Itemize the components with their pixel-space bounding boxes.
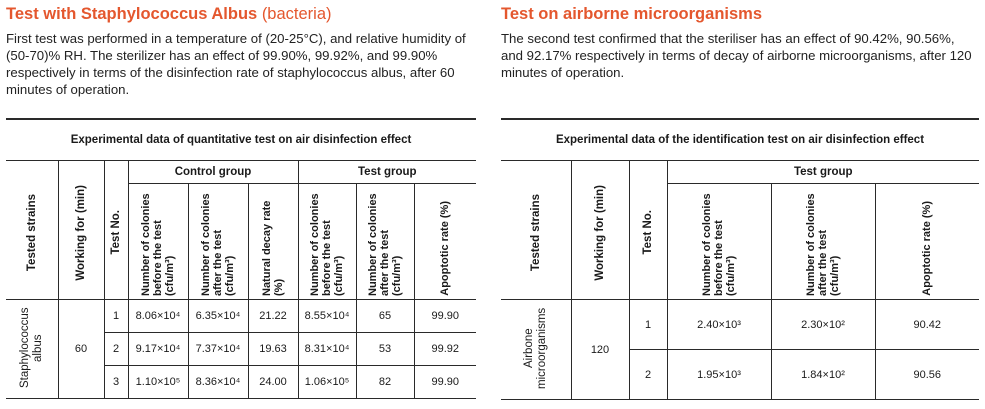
table-row <box>6 300 476 333</box>
natural-decay-cell: 19.63 <box>248 333 298 366</box>
header-apoptotic: Apoptotic rate (%) <box>414 184 476 300</box>
test-no-cell: 1 <box>104 300 128 333</box>
strain-cell: Airbone microorganisms <box>501 300 571 400</box>
right-paragraph: The second test confirmed that the steriliser has an effect of 90.42%, 90.56%, and 92.17% respectively in terms of decay of airborne microorganisms, after 120 minutes of operation. <box>501 31 972 80</box>
ctrl-before-cell: 8.06×10⁴ <box>128 300 188 333</box>
test-before-cell: 8.55×10⁴ <box>298 300 356 333</box>
left-paragraph: First test was performed in a temperature of (20-25°C), and relative humidity of (50-70)% RH. The sterilizer has an effect of 99.90%, 99.92%, and 99.90% respectively in terms of the disinfection rate of staphylococcus albus, after 60 minutes of operation. <box>6 31 466 97</box>
header-tested-strains: Tested strains <box>501 161 571 300</box>
left-title: Test with Staphylococcus Albus <box>6 5 258 23</box>
right-section <box>501 0 979 389</box>
header-test-before: Number of colonies before the test (cfu/m³) <box>298 184 356 300</box>
right-table-container <box>501 118 979 400</box>
header-natural-decay: Natural decay rate (%) <box>248 184 298 300</box>
left-table-caption: Experimental data of quantitative test on air disinfection effect <box>6 120 476 161</box>
left-heading <box>6 4 476 24</box>
strain-cell: Staphylococcus albus <box>6 300 58 399</box>
header-ctrl-after: Number of colonies after the test (cfu/m³) <box>188 184 248 300</box>
header-test-group: Test group <box>298 161 476 184</box>
after-cell: 2.30×10² <box>771 300 875 350</box>
apoptotic-cell: 99.90 <box>414 366 476 399</box>
test-no-cell: 1 <box>629 300 667 350</box>
test-before-cell: 8.31×10⁴ <box>298 333 356 366</box>
test-after-cell: 53 <box>356 333 414 366</box>
table-row <box>501 300 979 350</box>
ctrl-after-cell: 8.36×10⁴ <box>188 366 248 399</box>
left-section <box>6 0 476 388</box>
header-apoptotic: Apoptotic rate (%) <box>875 184 979 300</box>
after-cell: 1.84×10² <box>771 350 875 400</box>
test-after-cell: 82 <box>356 366 414 399</box>
header-test-no: Test No. <box>104 161 128 300</box>
natural-decay-cell: 21.22 <box>248 300 298 333</box>
natural-decay-cell: 24.00 <box>248 366 298 399</box>
working-cell: 60 <box>58 300 104 399</box>
header-test-no: Test No. <box>629 161 667 300</box>
test-after-cell: 65 <box>356 300 414 333</box>
test-no-cell: 3 <box>104 366 128 399</box>
test-no-cell: 2 <box>104 333 128 366</box>
ctrl-before-cell: 1.10×10⁵ <box>128 366 188 399</box>
header-working-for: Working for (min) <box>58 161 104 300</box>
apoptotic-cell: 90.56 <box>875 350 979 400</box>
working-cell: 120 <box>571 300 629 400</box>
before-cell: 2.40×10³ <box>667 300 771 350</box>
header-test-after: Number of colonies after the test (cfu/m³) <box>356 184 414 300</box>
right-heading <box>501 4 979 24</box>
apoptotic-cell: 99.92 <box>414 333 476 366</box>
left-data-table <box>6 161 476 399</box>
apoptotic-cell: 99.90 <box>414 300 476 333</box>
test-no-cell: 2 <box>629 350 667 400</box>
header-test-group: Test group <box>667 161 979 184</box>
left-title-suffix: (bacteria) <box>261 5 332 23</box>
header-ctrl-before: Number of colonies before the test (cfu/m³) <box>128 184 188 300</box>
right-data-table <box>501 161 979 400</box>
ctrl-after-cell: 6.35×10⁴ <box>188 300 248 333</box>
right-table-caption: Experimental data of the identification test on air disinfection effect <box>501 120 979 161</box>
apoptotic-cell: 90.42 <box>875 300 979 350</box>
header-working-for: Working for (min) <box>571 161 629 300</box>
before-cell: 1.95×10³ <box>667 350 771 400</box>
left-table-container <box>6 118 476 399</box>
header-tested-strains: Tested strains <box>6 161 58 300</box>
ctrl-before-cell: 9.17×10⁴ <box>128 333 188 366</box>
test-before-cell: 1.06×10⁵ <box>298 366 356 399</box>
right-title: Test on airborne microorganisms <box>501 5 763 23</box>
ctrl-after-cell: 7.37×10⁴ <box>188 333 248 366</box>
header-control-group: Control group <box>128 161 298 184</box>
header-before: Number of colonies before the test (cfu/m³) <box>667 184 771 300</box>
header-after: Number of colonies after the test (cfu/m³) <box>771 184 875 300</box>
